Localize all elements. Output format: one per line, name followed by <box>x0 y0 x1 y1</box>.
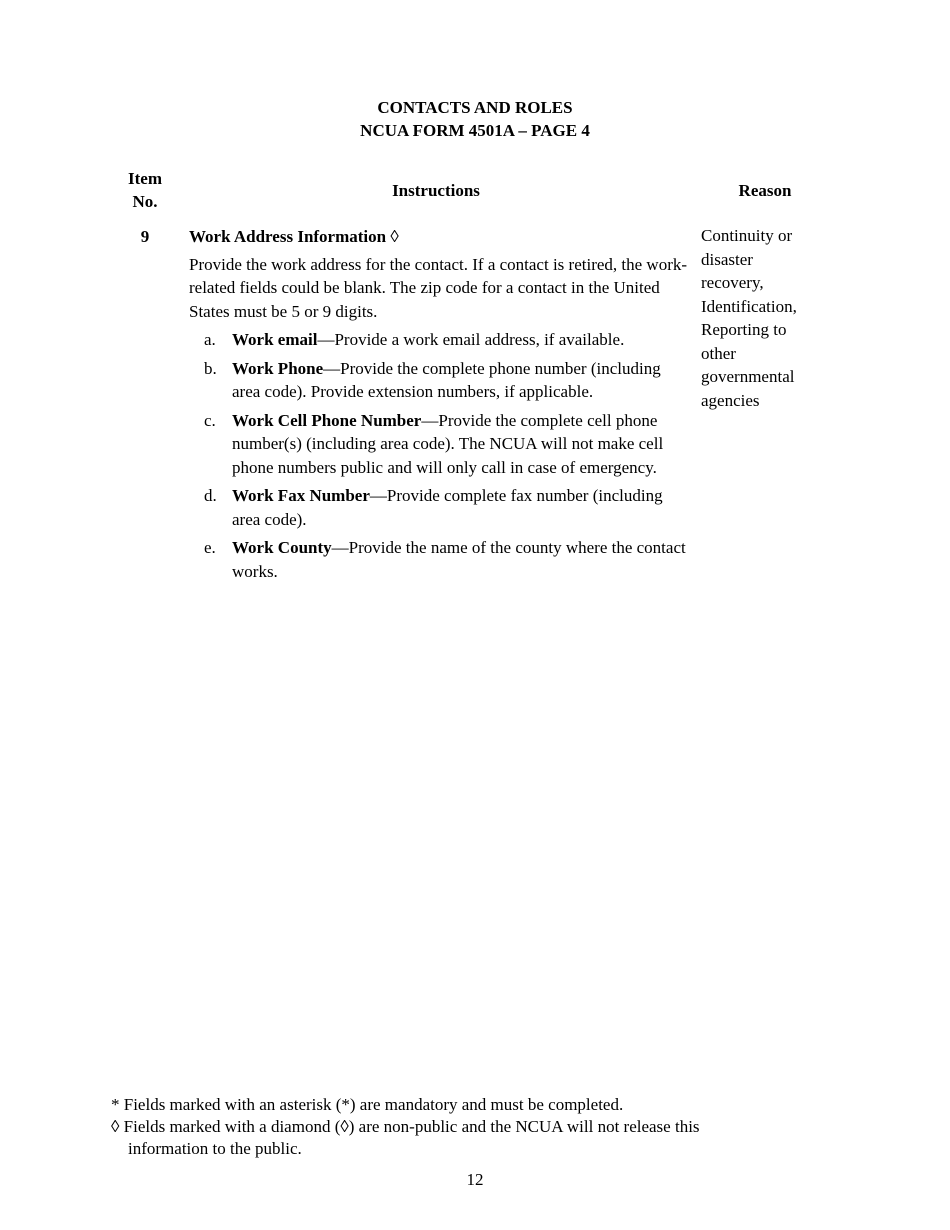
sub-item-letter: b. <box>204 358 217 378</box>
page-subtitle: NCUA FORM 4501A – PAGE 4 <box>360 121 590 140</box>
reason-line: governmental <box>701 367 795 386</box>
sub-item <box>189 328 689 352</box>
reason-line: other <box>701 343 736 363</box>
sub-item-letter: a. <box>204 330 216 349</box>
sub-item-label: Work email <box>232 330 318 349</box>
sub-item <box>189 357 689 404</box>
sub-item-label: Work Cell Phone Number <box>232 410 422 430</box>
column-header-item-line1: Item <box>128 169 162 188</box>
sub-item-text: —Provide a work email address, if available. <box>317 330 625 349</box>
reason-line: agencies <box>701 390 760 410</box>
footnotes <box>111 1094 811 1160</box>
reason-line: Reporting to <box>701 320 787 339</box>
column-header-item-no <box>112 167 178 213</box>
sub-item-letter: d. <box>204 486 217 505</box>
sub-item-label: Work Fax Number <box>232 486 370 505</box>
sub-item-text: —Provide the complete phone number (including area code). Provide extension numbers, if applicable. <box>232 358 661 401</box>
sub-item-letter: c. <box>204 410 216 430</box>
sub-item-text: —Provide the complete cell phone number(s) (including area code). The NCUA will not make cell phone numbers public and will only call in case of emergency. <box>232 410 664 477</box>
sub-item <box>189 536 689 583</box>
reason-line: disaster <box>701 249 753 269</box>
instructions-cell <box>189 225 689 588</box>
item-heading: Work Address Information ◊ <box>189 227 399 246</box>
sub-item-label: Work Phone <box>232 358 324 378</box>
sub-item <box>189 484 689 531</box>
column-header-reason: Reason <box>738 181 792 200</box>
page-header <box>0 96 950 142</box>
sub-item-text: —Provide complete fax number (including area code). <box>232 486 663 529</box>
footnote-asterisk: * Fields marked with an asterisk (*) are mandatory and must be completed. <box>111 1095 624 1114</box>
sub-item-list <box>189 328 689 583</box>
footnote-diamond-continued: information to the public. <box>128 1139 302 1158</box>
item-intro: Provide the work address for the contact. If a contact is retired, the work-related fields could be blank. The zip code for a contact in the United States must be 5 or 9 digits. <box>189 254 688 321</box>
sub-item-label: Work County <box>232 538 332 557</box>
sub-item-letter: e. <box>204 538 216 557</box>
page-title: CONTACTS AND ROLES <box>377 98 573 117</box>
column-header-item-line2: No. <box>132 192 158 211</box>
column-header-instructions: Instructions <box>392 181 480 200</box>
reason-line: Identification, <box>701 296 797 316</box>
footnote-diamond: ◊ Fields marked with a diamond (◊) are non-public and the NCUA will not release this <box>111 1117 700 1136</box>
reason-line: Continuity or <box>701 226 793 245</box>
sub-item <box>189 409 689 480</box>
page-number: 12 <box>466 1170 484 1189</box>
reason-line: recovery, <box>701 273 764 292</box>
item-number: 9 <box>140 227 150 246</box>
sub-item-text: —Provide the name of the county where the contact works. <box>232 538 686 581</box>
reason-cell <box>701 224 821 412</box>
